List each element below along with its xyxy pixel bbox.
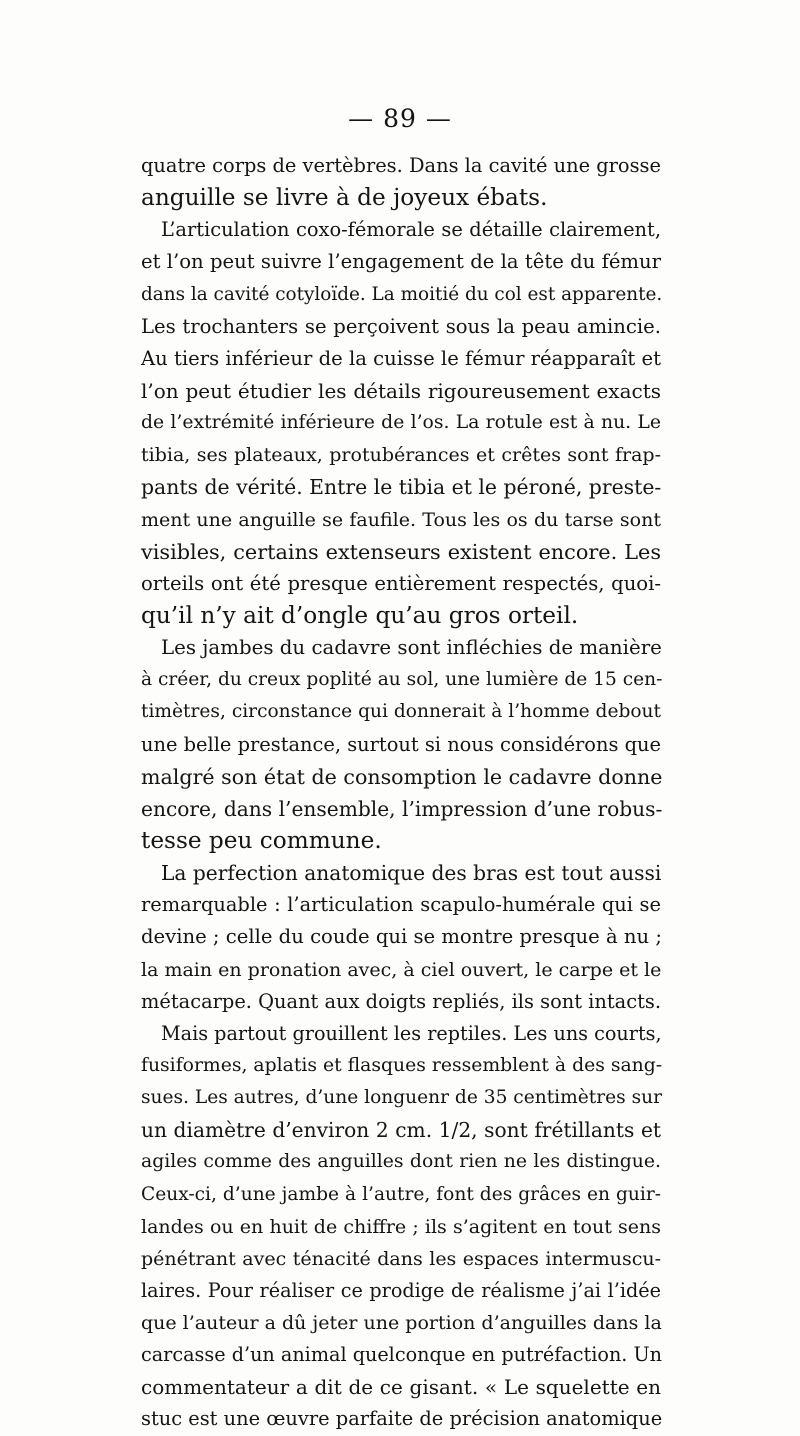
text-line: malgré son état de consomption le cadavre donne bbox=[141, 764, 663, 789]
text-line: devine ; celle du coude qui se montre presque à nu ; bbox=[141, 925, 662, 949]
page-number: — 89 — bbox=[348, 104, 452, 133]
text-line: stuc est une œuvre parfaite de précision anatomique bbox=[141, 1407, 663, 1431]
text-line: anguille se livre à de joyeux ébats. bbox=[141, 184, 548, 212]
text-line: métacarpe. Quant aux doigts repliés, ils sont intacts. bbox=[141, 989, 661, 1013]
text-line: remarquable : l’articulation scapulo-humérale qui se bbox=[141, 893, 661, 917]
text-line: Au tiers inférieur de la cuisse le fémur réapparaît et bbox=[141, 346, 661, 370]
body-text bbox=[141, 150, 661, 1436]
text-line: une belle prestance, surtout si nous considérons que bbox=[141, 732, 661, 756]
text-line: agiles comme des anguilles dont rien ne les distingue. bbox=[141, 1151, 661, 1173]
text-line: qu’il n’y ait d’ongle qu’au gros orteil. bbox=[141, 601, 579, 629]
text-line: La perfection anatomique des bras est tout aussi bbox=[161, 861, 662, 886]
text-line: un diamètre d’environ 2 cm. 1/2, sont frétillants et bbox=[141, 1118, 661, 1143]
text-line: tesse peu commune. bbox=[141, 826, 382, 854]
text-line: pénétrant avec ténacité dans les espaces intermuscu- bbox=[141, 1247, 661, 1270]
text-line: encore, dans l’ensemble, l’impression d’une robus- bbox=[141, 796, 663, 821]
text-line: Les trochanters se perçoivent sous la peau amincie. bbox=[141, 314, 661, 338]
text-line: l’on peut étudier les détails rigoureusement exacts bbox=[141, 378, 661, 403]
text-line: à créer, du creux poplité au sol, une lumière de 15 cen- bbox=[141, 669, 663, 691]
text-line: ment une anguille se faufile. Tous les os du tarse sont bbox=[141, 508, 661, 531]
text-line: de l’extrémité inférieure de l’os. La rotule est à nu. Le bbox=[141, 412, 661, 434]
text-line: Ceux-ci, d’une jambe à l’autre, font des grâces en guir- bbox=[141, 1183, 661, 1205]
text-line: Les jambes du cadavre sont infléchies de manière bbox=[161, 636, 662, 660]
text-line: sues. Les autres, d’une longuenr de 35 centimètres sur bbox=[141, 1087, 662, 1109]
text-line: laires. Pour réaliser ce prodige de réalisme j’ai l’idée bbox=[141, 1278, 661, 1302]
text-line: Mais partout grouillent les reptiles. Les uns courts, bbox=[161, 1021, 662, 1045]
text-line: tibia, ses plateaux, protubérances et crêtes sont frap- bbox=[141, 444, 661, 467]
text-line: visibles, certains extenseurs existent encore. Les bbox=[141, 539, 661, 564]
text-line: fusiformes, aplatis et flasques ressemblent à des sang- bbox=[141, 1054, 663, 1076]
text-line: timètres, circonstance qui donnerait à l’homme debout bbox=[141, 701, 661, 723]
text-line: commentateur a dit de ce gisant. « Le squelette en bbox=[141, 1375, 661, 1400]
text-line: et l’on peut suivre l’engagement de la tête du fémur bbox=[141, 250, 661, 274]
text-line: landes ou en huit de chiffre ; ils s’agitent en tout sens bbox=[141, 1215, 661, 1238]
text-line: la main en pronation avec, à ciel ouvert, le carpe et le bbox=[141, 958, 662, 981]
text-line: quatre corps de vertèbres. Dans la cavité une grosse bbox=[141, 154, 661, 177]
text-line: dans la cavité cotyloïde. La moitié du col est apparente. bbox=[141, 283, 663, 305]
text-line: L’articulation coxo-fémorale se détaille clairement, bbox=[161, 218, 661, 242]
text-line: pants de vérité. Entre le tibia et le péroné, preste- bbox=[141, 475, 662, 500]
text-line: que l’auteur a dû jeter une portion d’anguilles dans la bbox=[141, 1312, 662, 1335]
text-line: orteils ont été presque entièrement respectés, quoi- bbox=[141, 571, 661, 595]
text-line: carcasse d’un animal quelconque en putréfaction. Un bbox=[141, 1343, 663, 1367]
